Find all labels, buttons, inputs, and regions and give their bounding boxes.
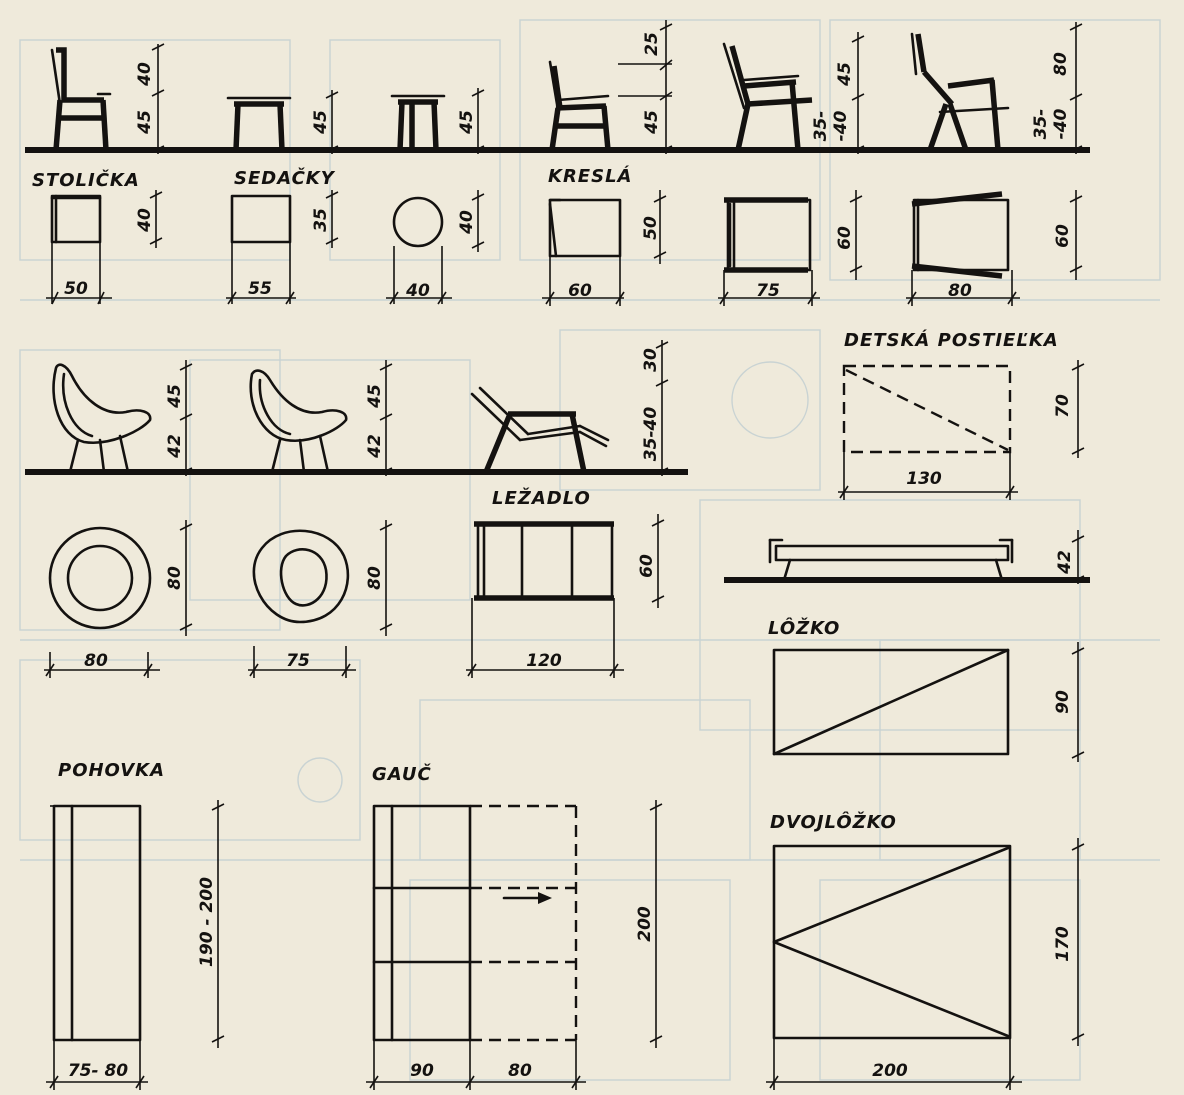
shell-chair1-seat-label: 42 xyxy=(165,434,185,458)
round-seat-height-label: 45 xyxy=(457,110,477,134)
bed-elevation xyxy=(770,540,1012,580)
double-bed-depth-label: 170 xyxy=(1053,926,1073,962)
couch-depth-label: 200 xyxy=(635,906,655,942)
square-seat-height-label: 45 xyxy=(311,110,331,134)
armchair1-depth-label: 60 xyxy=(835,226,855,250)
lounger-depth-label: 60 xyxy=(637,554,657,578)
gauc-label: GAUČ xyxy=(372,764,432,785)
square-seat-plan xyxy=(232,196,290,242)
lounger-elevation xyxy=(472,388,608,472)
stool-depth-label: 40 xyxy=(135,208,155,232)
stool-height-dim xyxy=(152,44,164,154)
shell-chair1-elevation xyxy=(54,365,151,472)
couch-plan xyxy=(374,806,576,1040)
armchair2-back-dim-label: 80 xyxy=(1051,52,1071,76)
square-seat-width-label: 55 xyxy=(248,279,272,299)
square-seat-plan-dims xyxy=(226,190,338,304)
pohovka-label: POHOVKA xyxy=(58,760,166,781)
bed-plan-dim xyxy=(1072,642,1084,762)
shell-chair2-back-label: 45 xyxy=(365,384,385,408)
shell-chair1-plan xyxy=(50,528,150,628)
double-bed-length-label: 200 xyxy=(872,1061,908,1081)
shell-chair2-elevation xyxy=(251,371,346,472)
cot-depth-label: 70 xyxy=(1053,394,1073,418)
square-seat-elevation xyxy=(228,98,290,150)
lounger-plan xyxy=(474,524,614,598)
stool-plan xyxy=(52,196,100,242)
round-seat-elevation xyxy=(392,96,444,150)
armchair2-elevation xyxy=(912,34,1008,150)
dvojlozko-label: DVOJLÔŽKO xyxy=(770,812,897,833)
shell-chair1-back-label: 45 xyxy=(165,384,185,408)
couch-width1-label: 90 xyxy=(410,1061,434,1081)
armchair1-width-label: 75 xyxy=(756,281,780,301)
double-bed-plan xyxy=(774,846,1010,1038)
pull-arrow-icon xyxy=(538,892,552,904)
shell-chair1-plan-dims xyxy=(44,520,192,678)
armchair1-back-dim-label: 45 xyxy=(835,62,855,86)
shell-chair1-width-label: 80 xyxy=(84,651,108,671)
round-seat-width-label: 40 xyxy=(406,281,430,301)
stool-back-dim-label: 40 xyxy=(135,62,155,86)
lezadlo-label: LEŽADLO xyxy=(492,488,591,509)
shell-chair1-depth-label: 80 xyxy=(165,566,185,590)
chair-depth-label: 50 xyxy=(641,216,661,240)
round-seat-depth-label: 40 xyxy=(457,210,477,234)
stool-seat-dim-label: 45 xyxy=(135,110,155,134)
shell-chair2-plan xyxy=(254,531,348,622)
stolicka-label: STOLIČKA xyxy=(32,170,140,191)
stool-width-label: 50 xyxy=(64,279,88,299)
couch-width2-label: 80 xyxy=(508,1061,532,1081)
kresla-label: KRESLÁ xyxy=(548,166,633,187)
armchair1-seat-dim-b: -40 xyxy=(831,110,851,142)
detska-postielka-label: DETSKÁ POSTIEĽKA xyxy=(844,330,1059,351)
shell-chair2-plan-dims xyxy=(248,520,392,678)
armchair1-seat-dim-a: 35- xyxy=(811,110,831,142)
chair-width-label: 60 xyxy=(568,281,592,301)
chair-plan xyxy=(550,200,620,256)
sofa-plan xyxy=(50,806,140,1040)
bed-height-label: 42 xyxy=(1055,550,1075,574)
sedacky-label: SEDAČKY xyxy=(234,168,335,189)
armchair2-height-dim xyxy=(1070,22,1082,154)
stool-elevation xyxy=(52,50,110,150)
sofa-width-label: 75- 80 xyxy=(67,1061,129,1081)
cot-plan xyxy=(844,366,1010,452)
armchair2-width-label: 80 xyxy=(948,281,972,301)
lozko-label: LÔŽKO xyxy=(768,618,841,639)
chair-plan-dims xyxy=(542,190,666,306)
chair-seat-dim-label: 45 xyxy=(642,110,662,134)
cot-length-label: 130 xyxy=(906,469,942,489)
armchair1-elevation xyxy=(724,44,812,150)
lounger-length-label: 120 xyxy=(526,651,562,671)
sofa-length-label: 190 - 200 xyxy=(197,877,217,967)
armchair1-height-dim xyxy=(852,32,864,154)
cot-dims xyxy=(838,360,1084,500)
lounger-seat-label: 35-40 xyxy=(641,406,661,462)
bed-plan xyxy=(774,650,1008,754)
shell-chair2-depth-label: 80 xyxy=(365,566,385,590)
shell-chair2-seat-label: 42 xyxy=(365,434,385,458)
armchair2-plan xyxy=(912,194,1008,276)
double-bed-dims xyxy=(766,838,1084,1090)
square-seat-depth-label: 35 xyxy=(311,208,331,232)
shell-chair2-width-label: 75 xyxy=(286,651,310,671)
armchair2-depth-label: 60 xyxy=(1053,224,1073,248)
round-seat-plan xyxy=(394,198,442,246)
armchair2-seat-dim-b: -40 xyxy=(1051,108,1071,140)
lounger-upper-label: 30 xyxy=(641,348,661,372)
chair-upper-dim-label: 25 xyxy=(642,32,662,56)
chair-elevation xyxy=(550,62,608,150)
bed-depth-label: 90 xyxy=(1053,690,1073,714)
armchair2-seat-dim-a: 35- xyxy=(1031,108,1051,140)
